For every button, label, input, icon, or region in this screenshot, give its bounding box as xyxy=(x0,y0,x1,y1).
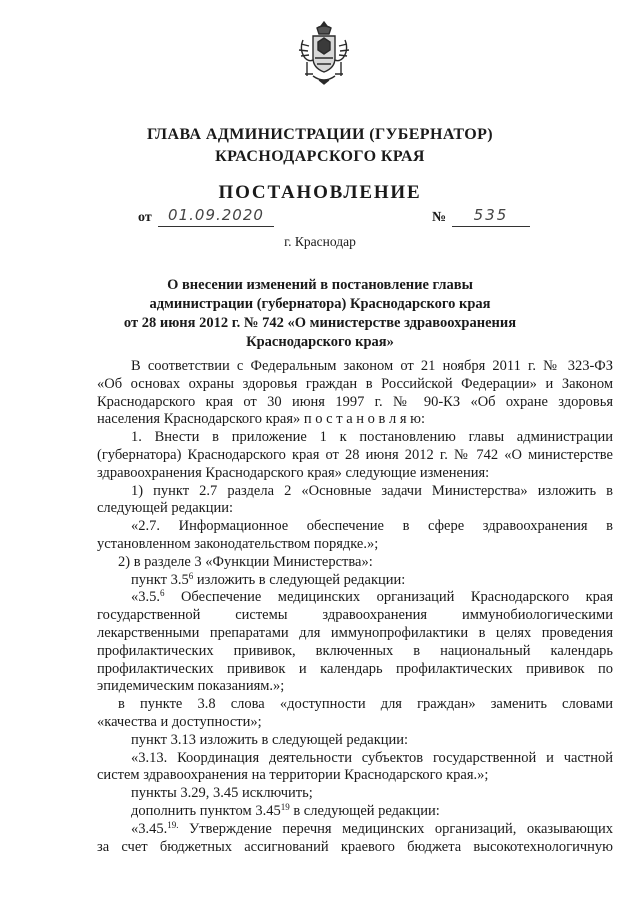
body-line xyxy=(97,821,613,839)
body-text: пункт 3.5 xyxy=(131,571,189,588)
superscript: 6 xyxy=(188,570,194,581)
body-line xyxy=(97,589,613,607)
body-text: «3.45. xyxy=(131,820,168,837)
body-line: «качества и доступности»; xyxy=(97,713,262,730)
body-line xyxy=(97,803,613,821)
body-line: 1. Внести в приложение 1 к постановлению главы администрации xyxy=(131,429,613,446)
document-date: 01.09.2020 xyxy=(158,206,274,227)
body-line xyxy=(97,572,613,590)
subject-line: от 28 июня 2012 г. № 742 «О министерстве здравоохранения xyxy=(123,315,517,331)
body-line: лекарственными препаратами для иммунопрофилактики в целях проведения xyxy=(97,624,613,641)
body-line: 1) пункт 2.7 раздела 2 «Основные задачи Министерства» изложить в xyxy=(131,482,613,499)
date-prefix: от xyxy=(138,210,152,225)
body-line: В соответствии с Федеральным законом от 21 ноября 2011 г. № 323-ФЗ xyxy=(131,358,613,374)
subject-line: О внесении изменений в постановление главы xyxy=(167,277,473,293)
superscript: 19. xyxy=(167,820,179,830)
body-text: Обеспечение медицинских организаций Краснодарского края xyxy=(164,589,613,606)
city: г. Краснодар xyxy=(284,234,356,249)
body-line: 2) в разделе 3 «Функции Министерства»: xyxy=(118,553,373,570)
issuer-region: КРАСНОДАРСКОГО КРАЯ xyxy=(215,148,425,165)
body-line: «2.7. Информационное обеспечение в сфере здравоохранения в xyxy=(131,518,613,535)
coat-of-arms-icon xyxy=(295,18,353,88)
body-line: профилактических прививок, включенных в национальный календарь xyxy=(97,642,613,659)
superscript: 19 xyxy=(280,801,290,812)
superscript: 6 xyxy=(160,589,165,599)
body-line: установленном законодательством порядке.»; xyxy=(97,535,379,552)
number-prefix: № xyxy=(432,210,447,225)
document-body xyxy=(97,358,613,856)
body-line: пункт 3.13 изложить в следующей редакции: xyxy=(131,731,409,748)
body-line: за счет бюджетных ассигнований краевого бюджета высокотехнологичную xyxy=(97,838,613,855)
subject-line: администрации (губернатора) Краснодарского края xyxy=(149,296,491,312)
body-line: здравоохранения Краснодарского края» следующие изменения: xyxy=(97,464,490,481)
issuer-title: ГЛАВА АДМИНИСТРАЦИИ (ГУБЕРНАТОР) xyxy=(147,126,493,143)
subject-line: Краснодарского края» xyxy=(246,334,394,350)
body-line: в пункте 3.8 слова «доступности для граждан» заменить словами xyxy=(118,696,613,713)
body-line: следующей редакции: xyxy=(97,500,234,517)
body-line: «Об основах охраны здоровья граждан в Российской Федерации» и Законом xyxy=(97,375,613,392)
body-line: «3.13. Координация деятельности субъектов государственной и частной xyxy=(131,749,613,766)
body-line: (губернатора) Краснодарского края от 28 июня 2012 г. № 742 «О министерстве xyxy=(97,446,613,463)
body-text: в следующей редакции: xyxy=(289,802,440,819)
body-line: пункты 3.29, 3.45 исключить; xyxy=(131,785,313,802)
body-text: «3.5. xyxy=(131,589,160,606)
document-subject xyxy=(120,276,520,352)
body-line: систем здравоохранения на территории Краснодарского края.»; xyxy=(97,767,489,784)
body-line: государственной системы здравоохранения иммунобиологическими xyxy=(97,607,613,624)
body-text: изложить в следующей редакции: xyxy=(193,571,406,588)
body-line: профилактических прививок и календарь профилактических прививок по xyxy=(97,660,613,677)
body-line: Краснодарского края от 30 июня 1997 г. № 90-КЗ «Об охране здоровья xyxy=(97,393,613,410)
document-type: ПОСТАНОВЛЕНИЕ xyxy=(218,182,422,203)
body-text: дополнить пунктом 3.45 xyxy=(131,802,281,819)
body-line: населения Краснодарского края» п о с т а н о в л я ю: xyxy=(97,411,425,428)
body-text: Утверждение перечня медицинских организаций, оказывающих xyxy=(178,820,613,837)
document-number: 535 xyxy=(452,206,530,227)
body-line: эпидемическим показаниям.»; xyxy=(97,678,285,695)
